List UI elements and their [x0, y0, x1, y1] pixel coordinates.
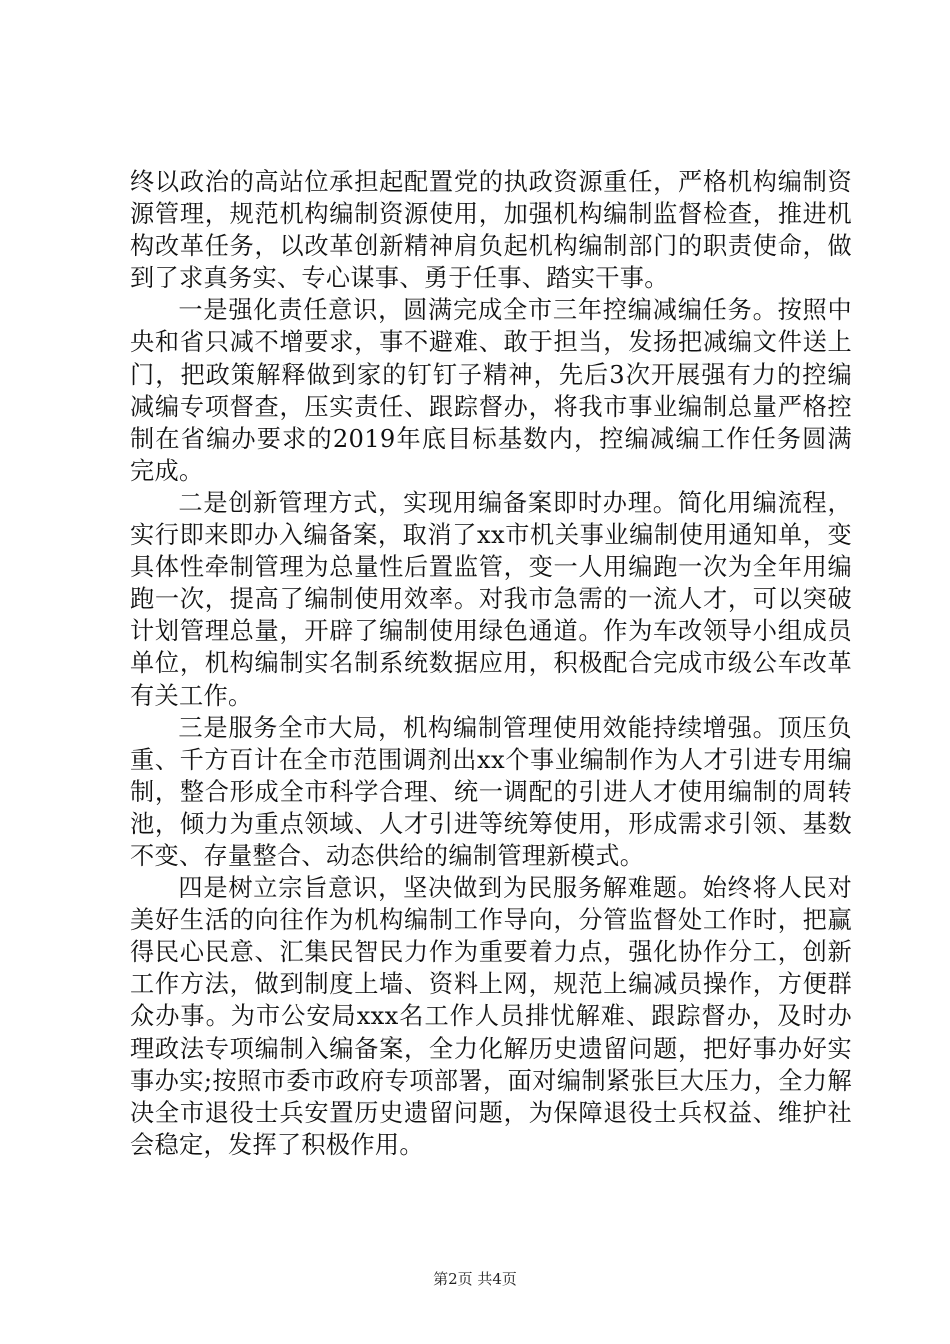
document-body — [130, 166, 852, 1161]
paragraph-point-one: 一是强化责任意识，圆满完成全市三年控编减编任务。按照中央和省只减不增要求，事不避难、敢于担当，发扬把减编文件送上门，把政策解释做到家的钉钉子精神，先后3次开展强有力的控编减编专项督查，压实责任、跟踪督办，将我市事业编制总量严格控制在省编办要求的2019年底目标基数内，控编减编工作任务圆满完成。 — [130, 296, 852, 485]
page-number-footer: 第2页 共4页 — [433, 1270, 517, 1288]
paragraph-point-four: 四是树立宗旨意识，坚决做到为民服务解难题。始终将人民对美好生活的向往作为机构编制工作导向，分管监督处工作时，把赢得民心民意、汇集民智民力作为重要着力点，强化协作分工，创新工作方法，做到制度上墙、资料上网，规范上编减员操作，方便群众办事。为市公安局xxx名工作人员排忧解难、跟踪督办，及时办理政法专项编制入编备案，全力化解历史遗留问题，把好事办好实事办实;按照市委市政府专项部署，面对编制紧张巨大压力，全力解决全市退役士兵安置历史遗留问题，为保障退役士兵权益、维护社会稳定，发挥了积极作用。 — [130, 874, 852, 1159]
paragraph-point-two: 二是创新管理方式，实现用编备案即时办理。简化用编流程，实行即来即办入编备案，取消了xx市机关事业编制使用通知单，变具体性牵制管理为总量性后置监管，变一人用编跑一次为全年用编跑一次，提高了编制使用效率。对我市急需的一流人才，可以突破计划管理总量，开辟了编制使用绿色通道。作为车改领导小组成员单位，机构编制实名制系统数据应用，积极配合完成市级公车改革有关工作。 — [130, 488, 852, 710]
paragraph-continuation: 终以政治的高站位承担起配置党的执政资源重任，严格机构编制资源管理，规范机构编制资源使用，加强机构编制监督检查，推进机构改革任务，以改革创新精神肩负起机构编制部门的职责使命，做到了求真务实、专心谋事、勇于任事、踏实干事。 — [130, 168, 852, 293]
paragraph-point-three: 三是服务全市大局，机构编制管理使用效能持续增强。顶压负重、千方百计在全市范围调剂出xx个事业编制作为人才引进专用编制，整合形成全市科学合理、统一调配的引进人才使用编制的周转池，倾力为重点领域、人才引进等统筹使用，形成需求引领、基数不变、存量整合、动态供给的编制管理新模式。 — [130, 713, 852, 870]
